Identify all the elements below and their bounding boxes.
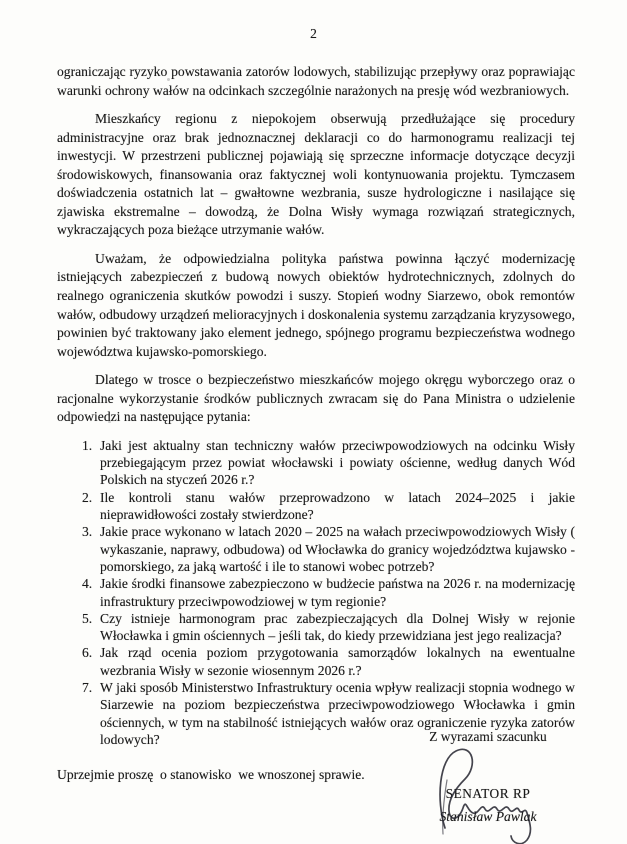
- signer-title: SENATOR RP: [445, 786, 531, 801]
- question-item-5: [57, 610, 575, 645]
- letter-body: [0, 42, 627, 784]
- scan-artifact: [108, 421, 111, 423]
- paragraph-policy-opinion: Uważam, że odpowiedzialna polityka państwa powinna łączyć modernizację istniejących zabezpieczeń z budową nowych obiektów hydrotechnicznych, zdolnych do realnego ograniczenia skutków powodzi i suszy. Stopień wodny Siarzewo, obok remontów wałów, odbudowy urządzeń melioracyjnych i doskonalenia systemu zarządzania kryzysowego, powinien być traktowany jako element jednego, spójnego programu bezpieczeństwa wodnego województwa kujawsko-pomorskiego.: [57, 250, 575, 359]
- page-number: 2: [310, 26, 317, 41]
- question-number: 4.: [82, 576, 93, 592]
- question-text: Jaki jest aktualny stan techniczny wałów przeciwpowodziowych na odcinku Wisły przebiegającym przez powiat włocławski i powiaty ościenne, według danych Wód Polskich na styczeń 2026 r.?: [100, 437, 575, 488]
- questions-list: [57, 437, 575, 748]
- paragraph-continuation: ograniczając ryzyko powstawania zatorów lodowych, stabilizując przepływy oraz poprawiając warunki ochrony wałów na odcinkach szczególnie narażonych na presję wód wezbraniowych.: [57, 64, 575, 98]
- question-number: 7.: [82, 680, 93, 695]
- question-number: 2.: [82, 489, 93, 505]
- question-item-3: [57, 523, 575, 575]
- signature-block: [398, 729, 578, 825]
- paragraph-questions-intro: Dlatego w trosce o bezpieczeństwo mieszkańców mojego okręgu wyborczego oraz o racjonalne wykorzystanie środków publicznych zwracam się do Pana Ministra o udzielenie odpowiedzi na następujące pytania:: [57, 372, 575, 425]
- question-number: 3.: [82, 524, 93, 540]
- salutation: Z wyrazami szacunku: [429, 729, 547, 744]
- question-text: Jakie środki finansowe zabezpieczono w budżecie państwa na 2026 r. na modernizację infrastruktury przeciwpowodziowej w tym regionie?: [100, 576, 575, 609]
- question-item-6: [57, 644, 575, 679]
- question-item-1: [57, 437, 575, 489]
- question-number: 6.: [82, 645, 93, 661]
- question-item-4: [57, 575, 575, 610]
- scan-artifact: [560, 585, 562, 587]
- signer-name: Stanisław Pawlak: [439, 809, 537, 824]
- question-item-2: [57, 489, 575, 524]
- scan-artifact: [167, 78, 170, 81]
- question-text: Jakie prace wykonano w latach 2020 – 2025 na wałach przeciwpowodziowych Wisły ( wykaszanie, naprawy, odbudowa) od Włocławka do granicy wojedzództwa kujawsko - pomorskiego, za jaką wartość i ile to stanowi wobec potrzeb?: [100, 524, 575, 574]
- question-number: 1.: [82, 437, 93, 453]
- closing-request: Uprzejmie proszę o stanowisko we wnoszonej sprawie.: [57, 767, 365, 783]
- question-text: W jaki sposób Ministerstwo Infrastruktury ocenia wpływ realizacji stopnia wodnego w Siarzewie na poziom bezpieczeństwa przeciwpowodziowego Włocławka i gmin ościennych, w tym na stabilność istniejących wałów oraz ograniczenie ryzyka zatorów lodowych?: [100, 680, 575, 747]
- question-text: Czy istnieje harmonogram prac zabezpieczających dla Dolnej Wisły w rejonie Włocławka i gmin ościennych – jeśli tak, do kiedy przewidziana jest jego realizacja?: [100, 610, 575, 644]
- question-number: 5.: [82, 610, 93, 626]
- paragraph-residents-concern: Mieszkańcy regionu z niepokojem obserwują przedłużające się procedury administracyjne oraz brak jednoznacznej deklaracji co do harmonogramu realizacji tej inwestycji. W przestrzeni publicznej pojawiają się sprzeczne informacje dotyczące decyzji środowiskowych, finansowania oraz faktycznej woli kontynuowania projektu. Tymczasem doświadczenia ostatnich lat – gwałtowne wezbrania, susze hydrologiczne i nasilające się zjawiska ekstremalne – dowodzą, że Dolna Wisły wymaga rozwiązań strategicznych, wykraczających poza bieżące utrzymanie wałów.: [57, 111, 575, 238]
- question-text: Jak rząd ocenia poziom przygotowania samorządów lokalnych na ewentualne wezbrania Wisły w sezonie wiosennym 2026 r.?: [100, 645, 575, 678]
- question-text: Ile kontroli stanu wałów przeprowadzono w latach 2024–2025 i jakie nieprawidłowości zostały stwierdzone?: [100, 489, 575, 523]
